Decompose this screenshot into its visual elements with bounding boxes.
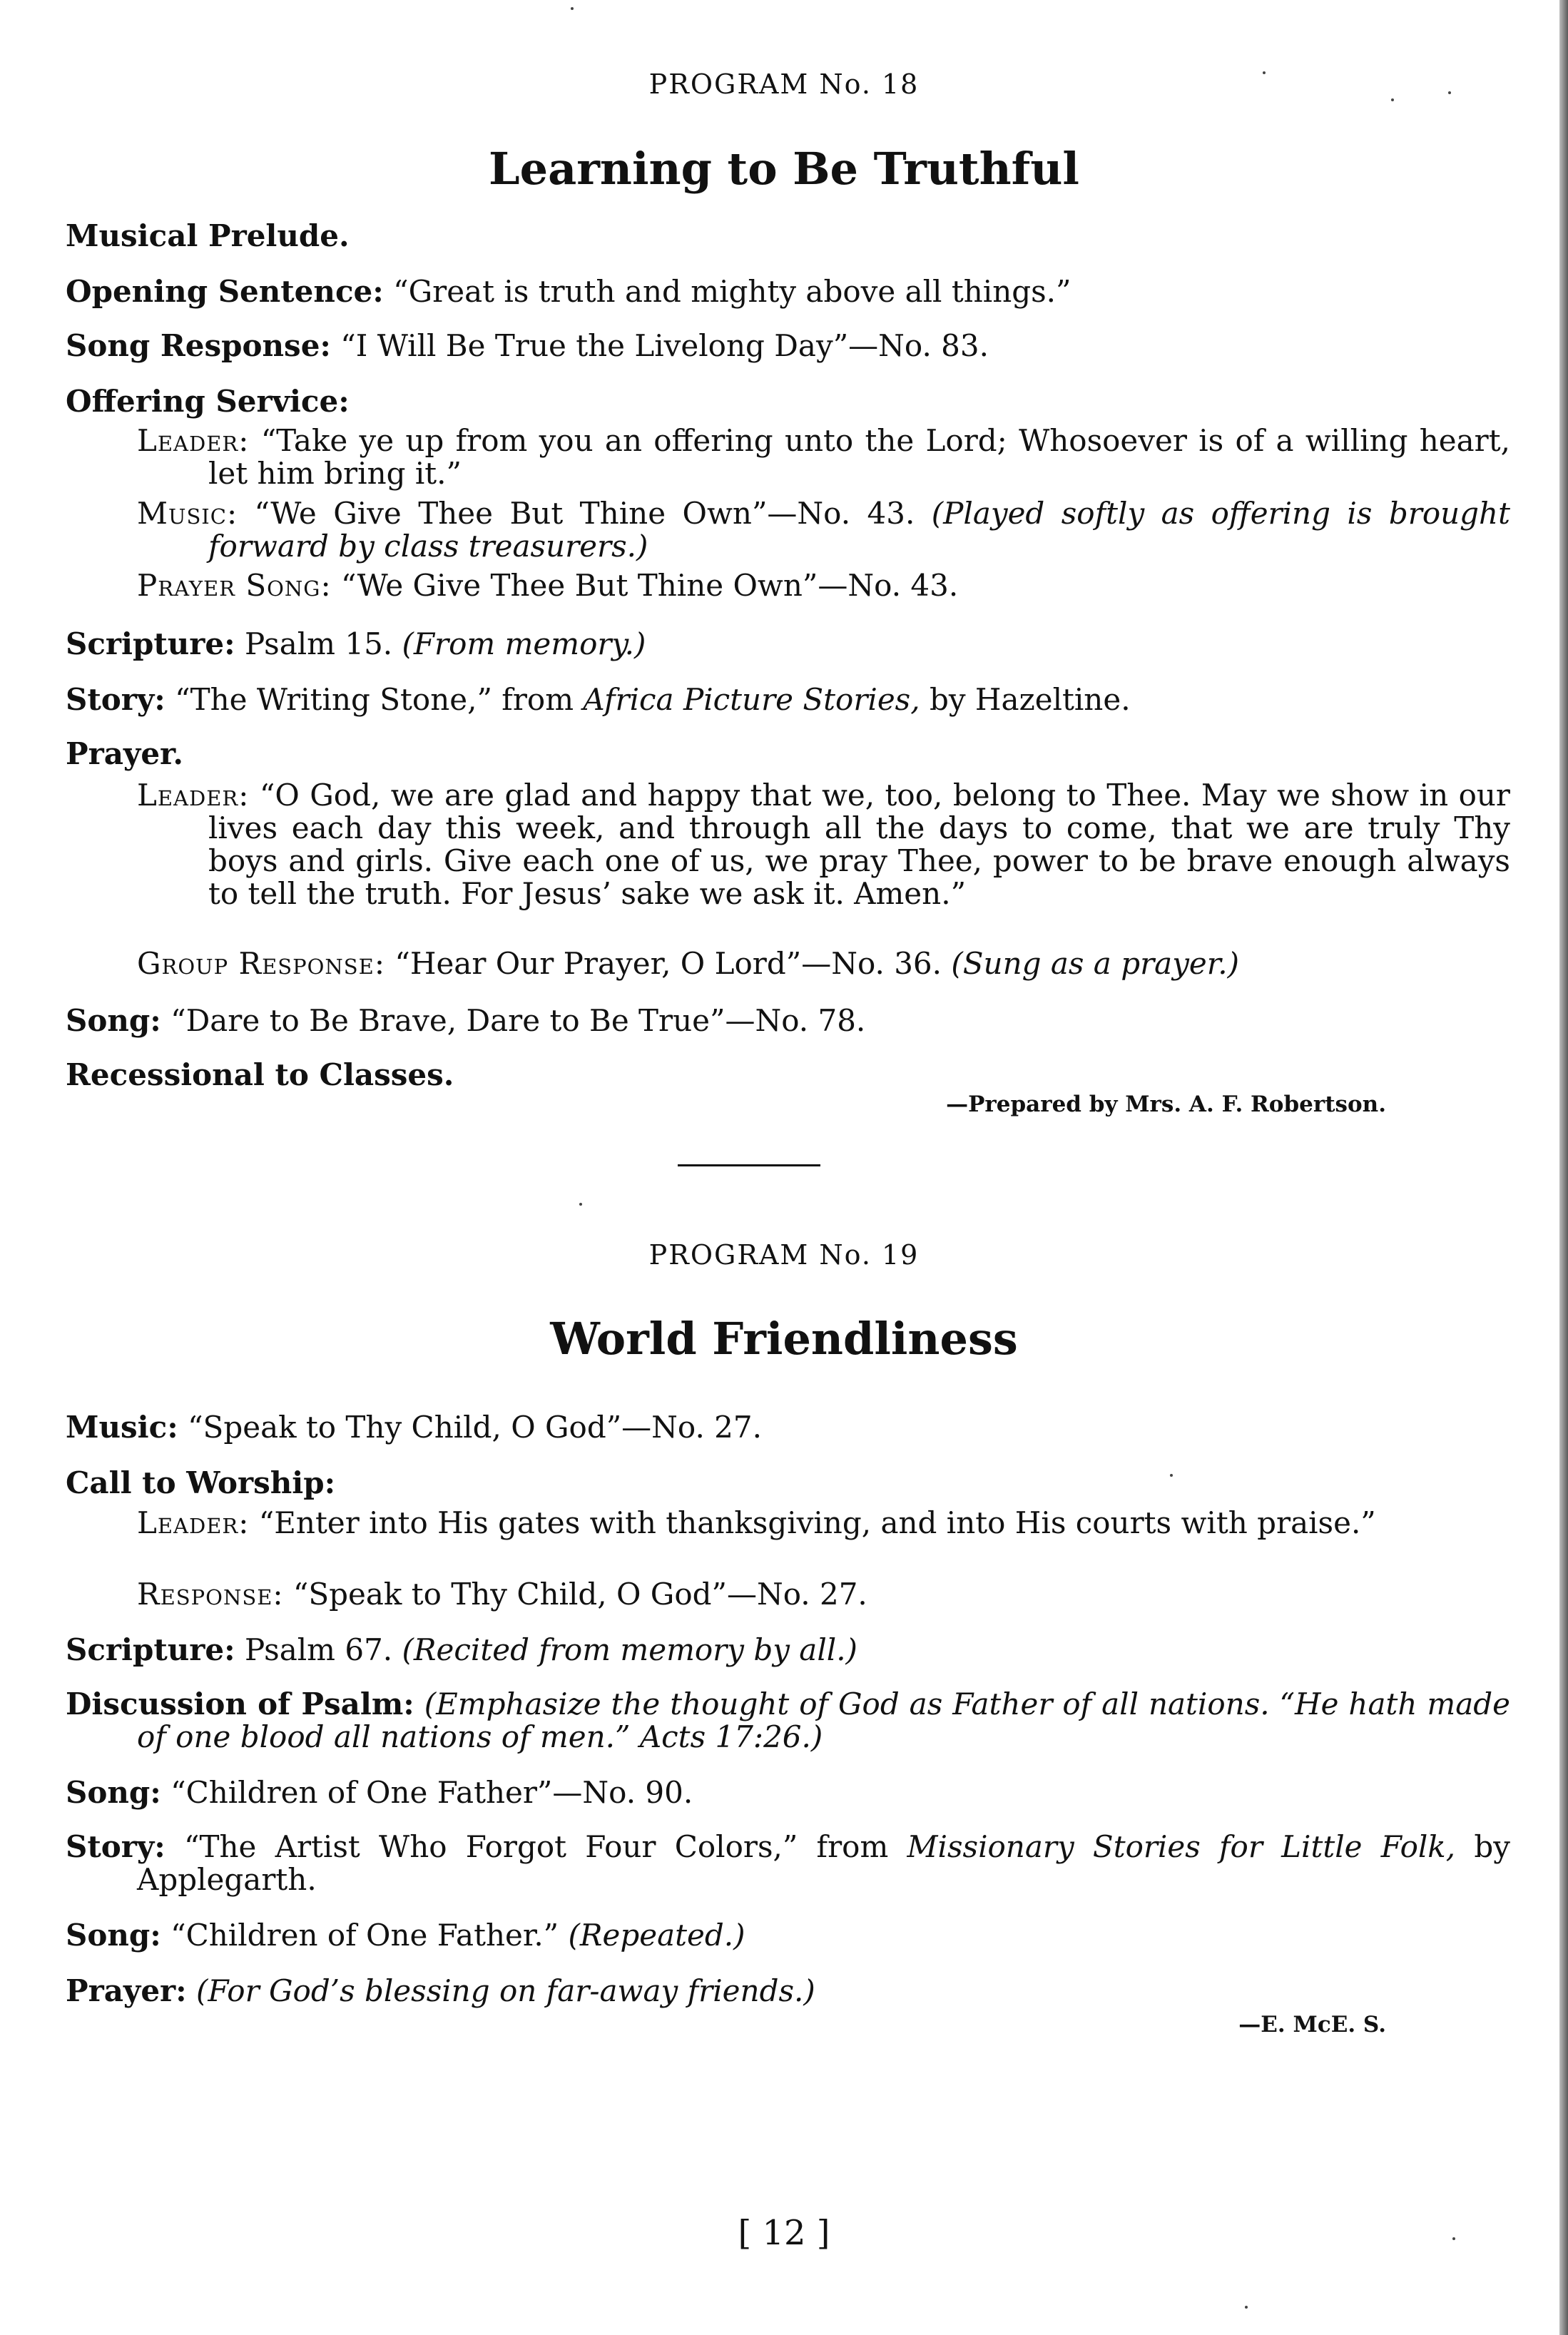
scan-speck	[1448, 91, 1451, 94]
scan-speck	[579, 1203, 582, 1206]
prayer-leader-text: “O God, we are glad and happy that we, too, belong to Thee. May we show in our lives each day this week, and through all the days to come, that we are truly Thy boys and girls. Give each one of us, we pray Thee, power to be brave enough always to tell the truth. For Jesus’ sake we ask it. Amen.”	[208, 778, 1511, 911]
song-response	[66, 330, 1439, 362]
prayer-leader-label: Leader:	[137, 778, 250, 813]
call-to-worship	[66, 1467, 1439, 1500]
song-19-second-label: Song:	[66, 1918, 161, 1953]
call-to-worship-label: Call to Worship:	[66, 1465, 336, 1500]
section-divider	[678, 1164, 820, 1166]
offering-leader	[137, 424, 1510, 490]
program-18-title: Learning to Be Truthful	[489, 143, 1079, 195]
call-leader	[137, 1507, 1510, 1540]
offering-leader-label: Leader:	[137, 423, 250, 458]
song-19-second-text: “Children of One Father.”	[170, 1918, 559, 1953]
scan-speck	[1245, 2306, 1248, 2309]
scan-speck	[1170, 1474, 1173, 1477]
group-response-label: Group Response:	[137, 946, 385, 981]
group-response	[137, 947, 1439, 980]
offering-music-text: “We Give Thee But Thine Own”—No. 43.	[254, 496, 915, 531]
page-edge-shadow	[1559, 0, 1568, 2335]
prayer-19-label: Prayer:	[66, 1973, 187, 2008]
story-19-text-a: “The Artist Who Forgot Four Colors,” from	[184, 1829, 889, 1864]
story-18-label: Story:	[66, 682, 166, 717]
song-18-label: Song:	[66, 1003, 161, 1038]
prayer-19	[66, 1975, 1439, 2008]
program-18-heading: PROGRAM No. 18	[648, 68, 920, 100]
song-19-first-label: Song:	[66, 1775, 161, 1810]
call-leader-text: “Enter into His gates with thanksgiving, and into His courts with praise.”	[258, 1505, 1376, 1540]
music-19	[66, 1411, 1439, 1444]
offering-service	[66, 385, 1439, 418]
song-19-second	[66, 1919, 1439, 1952]
opening-sentence-label: Opening Sentence:	[66, 274, 384, 309]
recessional	[66, 1059, 1439, 1092]
musical-prelude-label: Musical Prelude.	[66, 218, 350, 253]
song-19-second-note: (Repeated.)	[568, 1918, 745, 1953]
story-18-book: Africa Picture Stories,	[583, 682, 920, 717]
call-response-text: “Speak to Thy Child, O God”—No. 27.	[292, 1577, 867, 1612]
offering-music	[137, 497, 1510, 563]
offering-music-label: Music:	[137, 496, 238, 531]
scripture-18-label: Scripture:	[66, 626, 235, 661]
song-19-first-text: “Children of One Father”—No. 90.	[170, 1775, 693, 1810]
scripture-19-label: Scripture:	[66, 1632, 235, 1667]
prayer-song-text: “We Give Thee But Thine Own”—No. 43.	[340, 568, 959, 603]
group-response-text: “Hear Our Prayer, O Lord”—No. 36.	[394, 946, 942, 981]
offering-leader-text: “Take ye up from you an offering unto the Lord; Whosoever is of a willing heart, let him bring it.”	[208, 423, 1510, 491]
discussion-label: Discussion of Psalm:	[66, 1687, 414, 1721]
offering-music-note: (Played softly as offering is brought forward by class treasurers.)	[208, 496, 1510, 564]
scripture-19-text: Psalm 67.	[245, 1632, 393, 1667]
scripture-18-text: Psalm 15.	[245, 626, 393, 661]
program-18-credit: —Prepared by Mrs. A. F. Robertson.	[946, 1092, 1386, 1117]
music-19-text: “Speak to Thy Child, O God”—No. 27.	[188, 1410, 762, 1445]
page-number: [ 12 ]	[738, 2213, 830, 2253]
prayer-19-note: (For God’s blessing on far-away friends.)	[196, 1973, 815, 2008]
scripture-18-note: (From memory.)	[402, 626, 646, 661]
song-19-first	[66, 1776, 1439, 1809]
prayer-song	[137, 569, 1439, 602]
song-18-text: “Dare to Be Brave, Dare to Be True”—No. 78.	[170, 1003, 866, 1038]
offering-service-label: Offering Service:	[66, 384, 350, 419]
program-19-title: World Friendliness	[550, 1313, 1018, 1365]
prayer-18	[66, 738, 1439, 770]
recessional-label: Recessional to Classes.	[66, 1057, 454, 1092]
scan-speck	[1391, 98, 1394, 101]
prayer-leader	[137, 779, 1510, 910]
song-response-label: Song Response:	[66, 328, 331, 363]
call-response-label: Response:	[137, 1577, 284, 1612]
prayer-song-label: Prayer Song:	[137, 568, 332, 603]
opening-sentence	[66, 275, 1439, 308]
story-19-book: Missionary Stories for Little Folk,	[907, 1829, 1456, 1864]
scripture-19-note: (Recited from memory by all.)	[402, 1632, 857, 1667]
story-18-text-b: by Hazeltine.	[929, 682, 1131, 717]
scripture-18	[66, 628, 1439, 661]
music-19-label: Music:	[66, 1410, 178, 1445]
story-18	[66, 683, 1439, 716]
scan-speck	[1452, 2237, 1455, 2240]
discussion-of-psalm	[66, 1688, 1510, 1754]
scan-speck	[1263, 71, 1266, 74]
song-response-text: “I Will Be True the Livelong Day”—No. 83.	[340, 328, 989, 363]
discussion-note: (Emphasize the thought of God as Father of all nations. “He hath made of one blood all nations of men.” Acts 17:26.)	[137, 1687, 1511, 1754]
scripture-19	[66, 1634, 1439, 1667]
story-19-label: Story:	[66, 1829, 166, 1864]
song-18	[66, 1004, 1439, 1037]
story-19	[66, 1831, 1510, 1896]
program-19-credit: —E. McE. S.	[1238, 2012, 1386, 2038]
group-response-note: (Sung as a prayer.)	[951, 946, 1239, 981]
story-18-text-a: “The Writing Stone,” from	[175, 682, 574, 717]
musical-prelude	[66, 220, 1439, 253]
program-19-heading: PROGRAM No. 19	[648, 1239, 920, 1271]
opening-sentence-text: “Great is truth and mighty above all things.”	[393, 274, 1071, 309]
scan-speck	[571, 7, 574, 10]
call-response	[137, 1578, 1439, 1611]
story-19-text-b: by Applegarth.	[137, 1829, 1510, 1897]
call-leader-label: Leader:	[137, 1505, 250, 1540]
prayer-18-label: Prayer.	[66, 736, 183, 771]
